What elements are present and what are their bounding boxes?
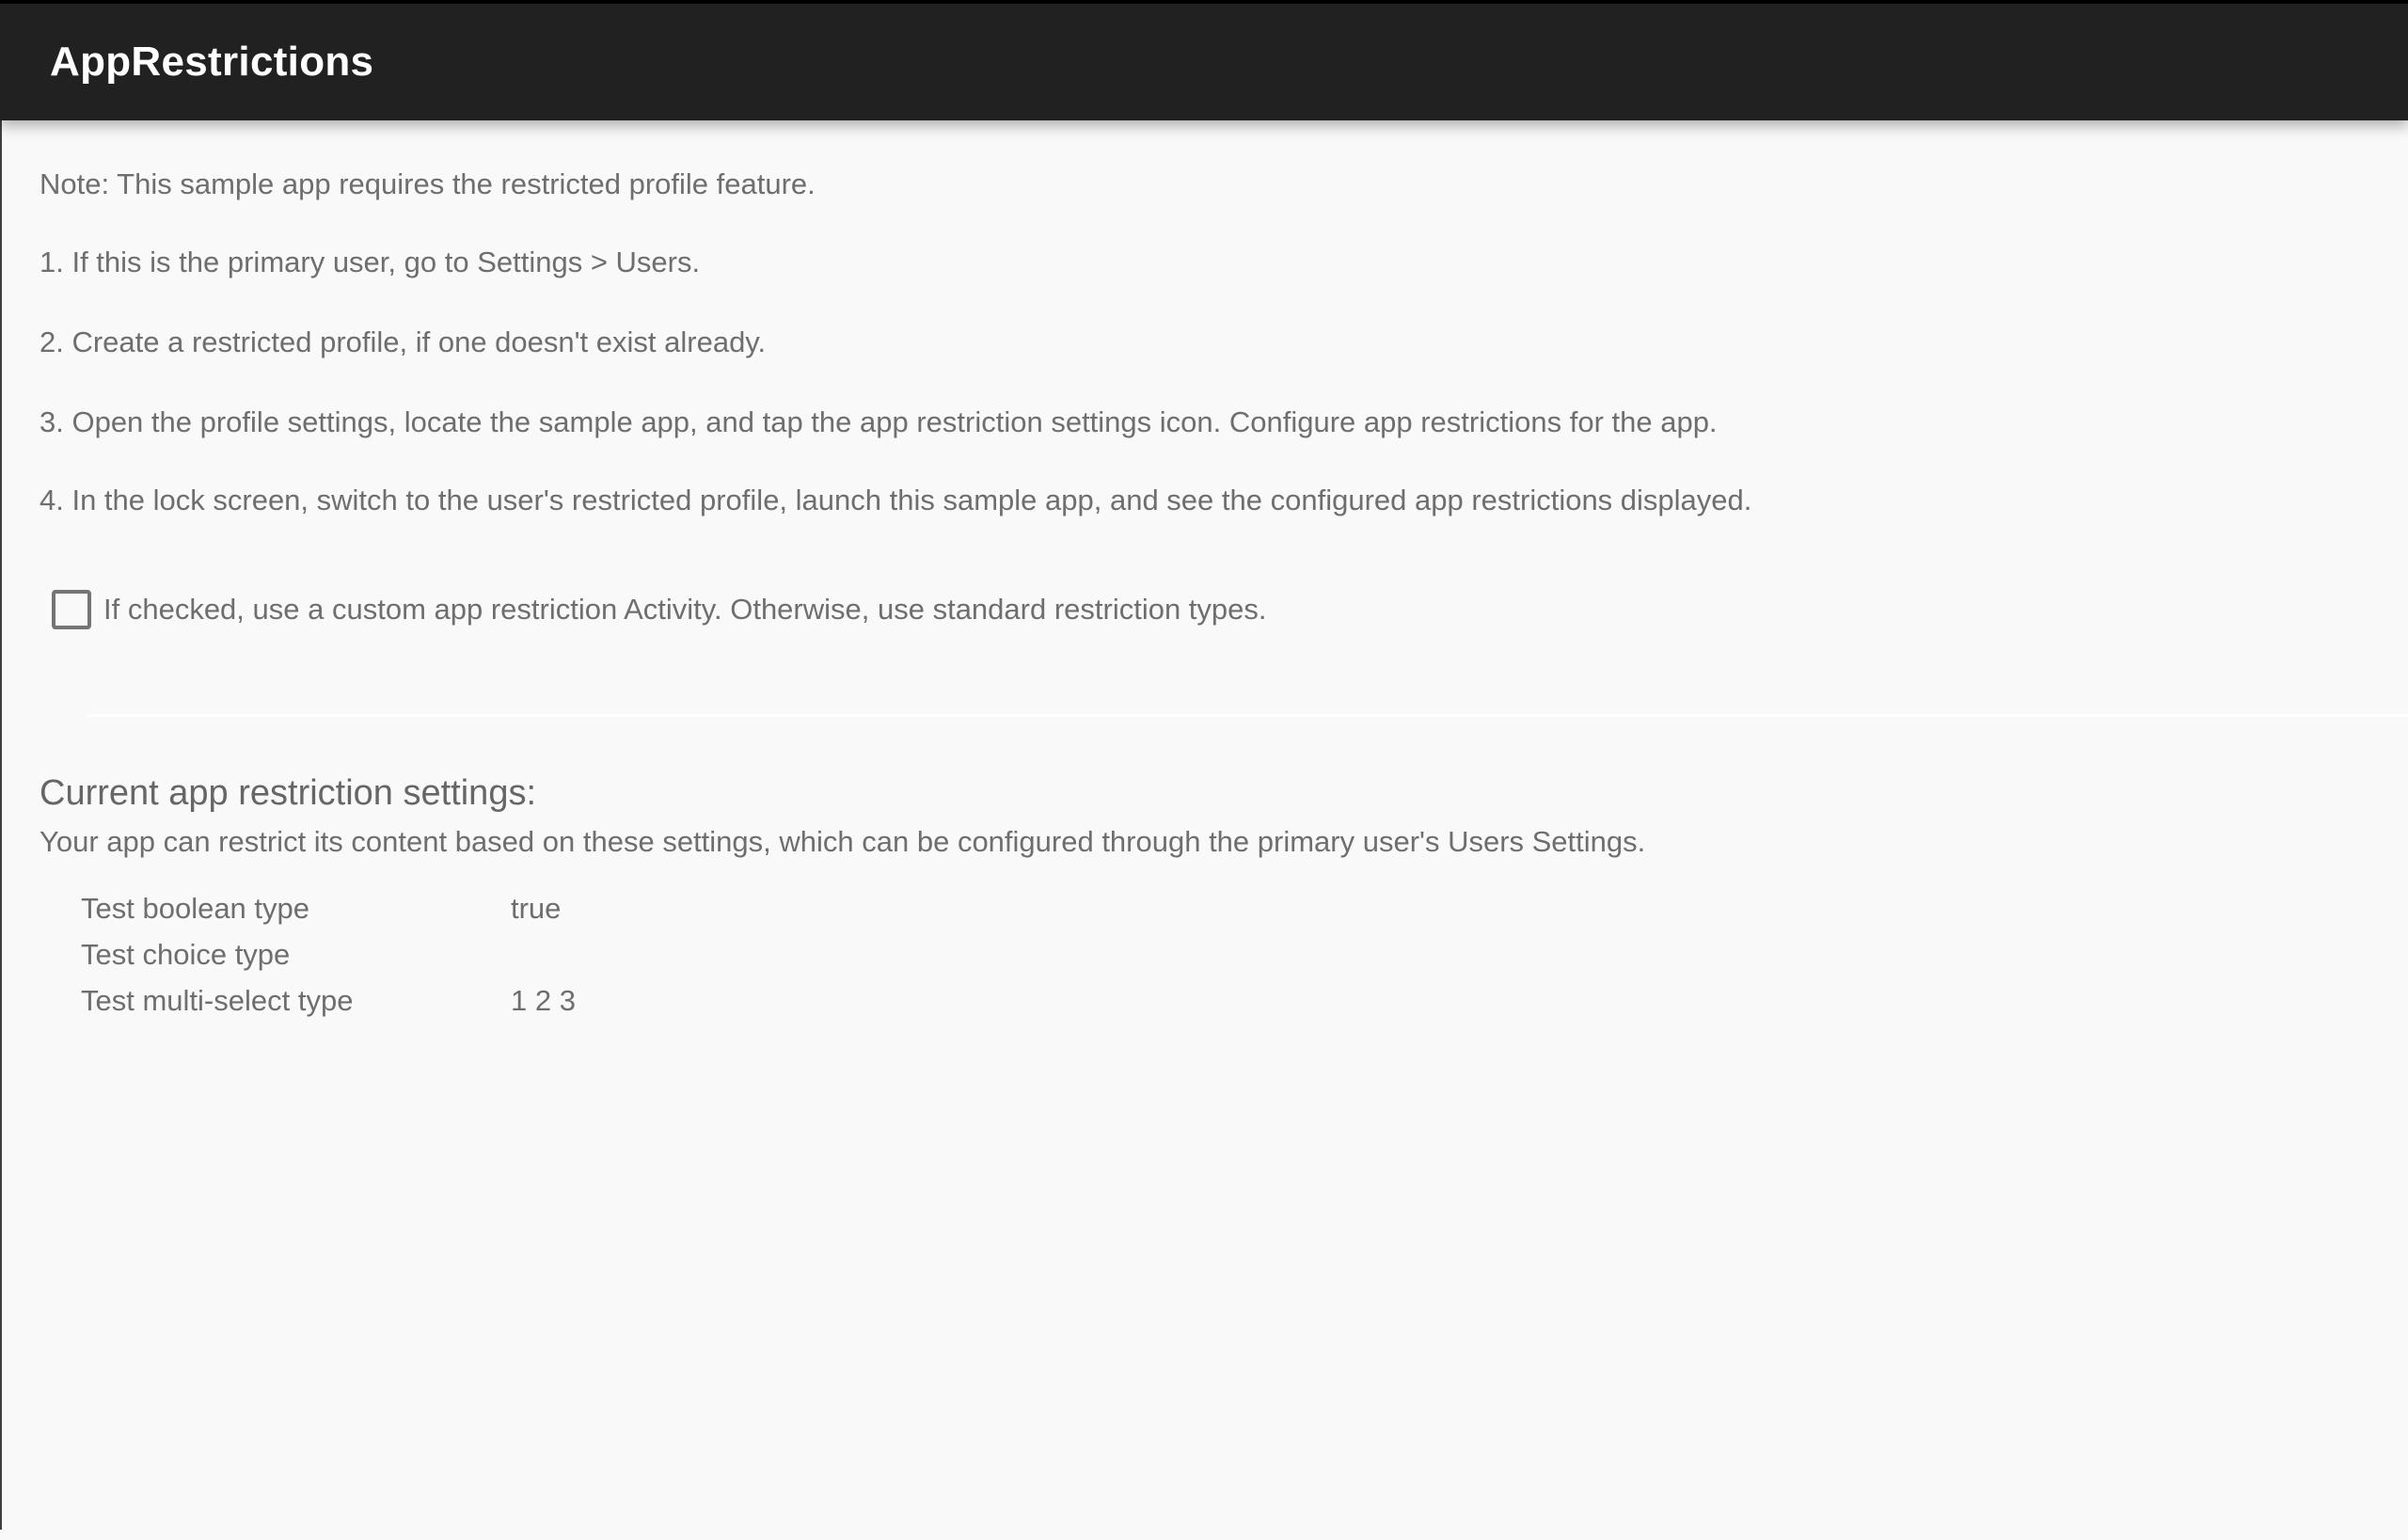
screen-edge-artifact xyxy=(0,120,2,1530)
restriction-row-choice xyxy=(81,931,2352,977)
instruction-step-2: 2. Create a restricted profile, if one doesn't exist already. xyxy=(40,325,767,358)
page-title: AppRestrictions xyxy=(50,39,374,85)
restriction-value: 1 2 3 xyxy=(511,984,576,1017)
checkbox-unchecked-icon[interactable] xyxy=(52,590,91,629)
instruction-step-4: 4. In the lock screen, switch to the user's restricted profile, launch this sample app, and see the configured app restrictions displayed. xyxy=(40,484,1752,516)
restriction-label: Test multi-select type xyxy=(81,984,354,1017)
instruction-step-1: 1. If this is the primary user, go to Settings > Users. xyxy=(40,246,701,278)
section-divider xyxy=(87,714,2408,717)
instruction-step-3: 3. Open the profile settings, locate the sample app, and tap the app restriction settings icon. Configure app restrictions for the app. xyxy=(40,405,1718,438)
status-bar-strip xyxy=(0,0,2408,4)
restriction-label: Test choice type xyxy=(81,938,291,971)
restriction-row-boolean xyxy=(81,885,2352,931)
settings-description: Your app can restrict its content based on these settings, which can be configured through the primary user's Users Settings. xyxy=(40,825,1646,858)
restriction-row-multiselect xyxy=(81,977,2352,1024)
restriction-list xyxy=(81,885,2352,1024)
restriction-label: Test boolean type xyxy=(81,892,310,925)
app-bar xyxy=(0,0,2408,120)
restriction-value xyxy=(511,931,2352,977)
restriction-value: true xyxy=(511,892,562,925)
settings-heading: Current app restriction settings: xyxy=(40,773,537,813)
note-text: Note: This sample app requires the restricted profile feature. xyxy=(40,167,816,200)
custom-activity-checkbox-row[interactable] xyxy=(52,589,1267,630)
custom-activity-checkbox-label: If checked, use a custom app restriction Activity. Otherwise, use standard restriction types. xyxy=(103,593,1267,626)
